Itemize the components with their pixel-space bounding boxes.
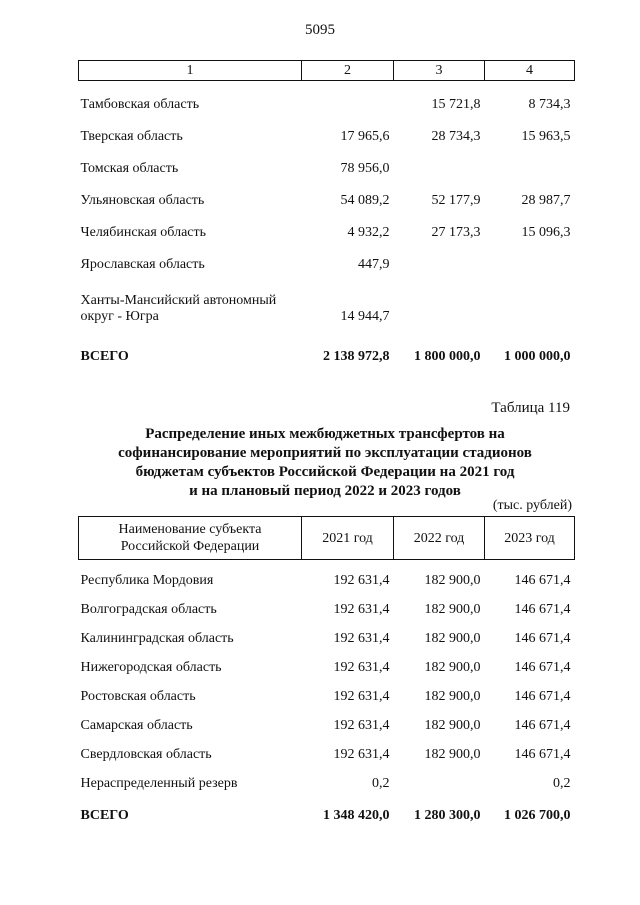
- region-name: Ульяновская область: [80, 193, 205, 208]
- value-2023: 15 963,5: [521, 129, 571, 144]
- value-2022: 28 734,3: [431, 129, 481, 144]
- units-label: (тыс. рублей): [492, 498, 572, 513]
- table-row: [79, 560, 575, 590]
- value-2023: 146 671,4: [514, 689, 571, 704]
- value-2021: 14 944,7: [340, 309, 390, 324]
- value-2023: 146 671,4: [514, 573, 571, 588]
- col-header-3: 3: [394, 61, 485, 81]
- region-name-line1: Ханты-Мансийский автономный: [80, 293, 277, 308]
- total-2022: 1 280 300,0: [414, 808, 481, 823]
- value-2022: 182 900,0: [424, 631, 481, 646]
- value-2021: 0,2: [372, 776, 390, 791]
- value-2023: 146 671,4: [514, 718, 571, 733]
- table-row: [79, 145, 575, 177]
- header-name-line2: Российской Федерации: [120, 539, 260, 554]
- title-line: бюджетам субъектов Российской Федерации на 2021 год: [135, 464, 515, 480]
- region-name: Свердловская область: [80, 747, 212, 762]
- header-name-line1: Наименование субъекта: [118, 522, 262, 537]
- value-2023: 8 734,3: [528, 97, 571, 112]
- total-row: [79, 325, 575, 365]
- value-2023: [485, 241, 575, 273]
- region-name: Ростовская область: [80, 689, 196, 704]
- total-2023: 1 000 000,0: [504, 349, 571, 364]
- value-2021: 78 956,0: [340, 161, 390, 176]
- value-2021: 192 631,4: [333, 573, 390, 588]
- value-2022: 15 721,8: [431, 97, 481, 112]
- region-name: Нижегородская область: [80, 660, 222, 675]
- region-name: Нераспределенный резерв: [80, 776, 238, 791]
- title-line: и на плановый период 2022 и 2023 годов: [189, 483, 461, 499]
- value-2023: 28 987,7: [521, 193, 571, 208]
- col-header-2021: 2021 год: [302, 517, 394, 560]
- table-continued: [78, 60, 575, 365]
- value-2022: 182 900,0: [424, 718, 481, 733]
- region-name: Ярославская область: [80, 257, 205, 272]
- value-2022: [394, 241, 485, 273]
- value-2021: 192 631,4: [333, 718, 390, 733]
- table-row: [79, 113, 575, 145]
- region-name: Челябинская область: [80, 225, 206, 240]
- value-2021: 192 631,4: [333, 631, 390, 646]
- value-2021: 447,9: [358, 257, 390, 272]
- value-2021: 192 631,4: [333, 660, 390, 675]
- region-name: Самарская область: [80, 718, 193, 733]
- value-2023: 15 096,3: [521, 225, 571, 240]
- table-row: [79, 734, 575, 763]
- value-2023: 146 671,4: [514, 631, 571, 646]
- value-2023: 146 671,4: [514, 660, 571, 675]
- value-2022: [394, 273, 485, 325]
- value-2021: 54 089,2: [340, 193, 390, 208]
- value-2021: 4 932,2: [347, 225, 390, 240]
- value-2023: 0,2: [553, 776, 571, 791]
- table-row: [79, 177, 575, 209]
- value-2023: 146 671,4: [514, 747, 571, 762]
- col-header-2023: 2023 год: [485, 517, 575, 560]
- total-label: ВСЕГО: [80, 349, 129, 364]
- table-row: [79, 273, 575, 325]
- title-line: Распределение иных межбюджетных трансфертов на: [145, 426, 505, 442]
- value-2021: [302, 81, 394, 114]
- region-name: Калининградская область: [80, 631, 234, 646]
- region-name: Тверская область: [80, 129, 183, 144]
- total-2021: 1 348 420,0: [323, 808, 390, 823]
- region-name: Тамбовская область: [80, 97, 200, 112]
- value-2022: 182 900,0: [424, 573, 481, 588]
- value-2022: [394, 763, 485, 792]
- value-2023: [485, 145, 575, 177]
- value-2022: 27 173,3: [431, 225, 481, 240]
- col-header-1: 1: [79, 61, 302, 81]
- total-2021: 2 138 972,8: [323, 349, 390, 364]
- table-label: Таблица 119: [491, 400, 570, 416]
- table-title: [60, 425, 590, 501]
- table-row: [79, 705, 575, 734]
- value-2022: 52 177,9: [431, 193, 481, 208]
- total-row: [79, 792, 575, 824]
- value-2021: 192 631,4: [333, 602, 390, 617]
- col-header-2022: 2022 год: [394, 517, 485, 560]
- col-header-2: 2: [302, 61, 394, 81]
- region-name: Томская область: [80, 161, 179, 176]
- value-2022: 182 900,0: [424, 747, 481, 762]
- table-row: [79, 209, 575, 241]
- page-number: 5095: [305, 22, 335, 38]
- value-2022: [394, 145, 485, 177]
- region-name: Республика Мордовия: [80, 573, 214, 588]
- value-2022: 182 900,0: [424, 602, 481, 617]
- col-header-name: [79, 517, 302, 560]
- value-2022: 182 900,0: [424, 660, 481, 675]
- table-119: [78, 516, 575, 824]
- title-line: софинансирование мероприятий по эксплуатации стадионов: [118, 445, 532, 461]
- table-row: [79, 763, 575, 792]
- value-2021: 17 965,6: [340, 129, 390, 144]
- table-row: [79, 81, 575, 114]
- total-2022: 1 800 000,0: [414, 349, 481, 364]
- region-name: Волгоградская область: [80, 602, 217, 617]
- table-row: [79, 589, 575, 618]
- value-2023: [485, 273, 575, 325]
- value-2022: 182 900,0: [424, 689, 481, 704]
- table-row: [79, 618, 575, 647]
- table-row: [79, 241, 575, 273]
- total-2023: 1 026 700,0: [504, 808, 571, 823]
- col-header-4: 4: [485, 61, 575, 81]
- table-header-row: [79, 517, 575, 560]
- value-2023: 146 671,4: [514, 602, 571, 617]
- table-header-row: [79, 61, 575, 81]
- table-row: [79, 647, 575, 676]
- value-2021: 192 631,4: [333, 689, 390, 704]
- table-row: [79, 676, 575, 705]
- total-label: ВСЕГО: [80, 808, 129, 823]
- region-name-line2: округ - Югра: [80, 309, 159, 324]
- value-2021: 192 631,4: [333, 747, 390, 762]
- region-name: [79, 273, 302, 325]
